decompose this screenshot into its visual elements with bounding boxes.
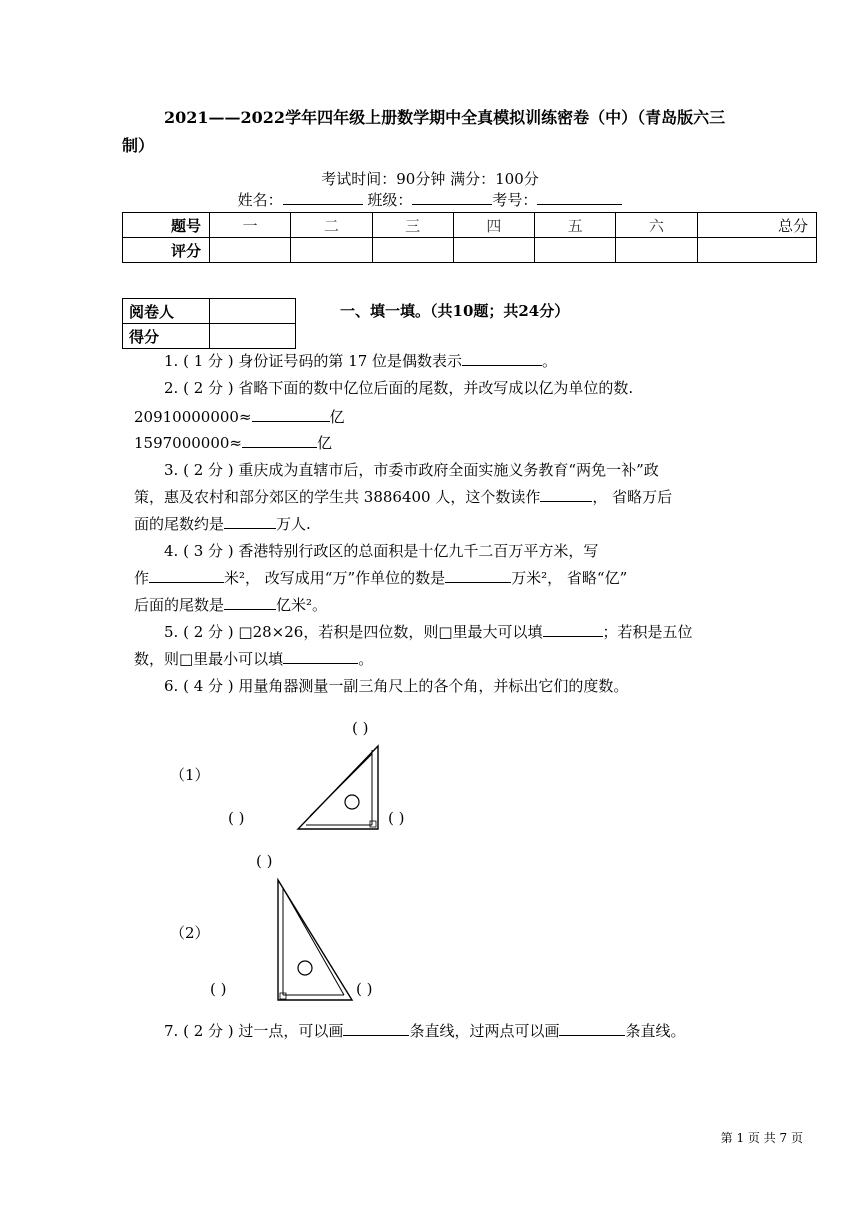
- q2-unit-2: 亿: [317, 434, 333, 452]
- q7-blank-2[interactable]: [559, 1020, 625, 1036]
- q1-end: 。: [542, 352, 558, 370]
- q5-blank-1[interactable]: [543, 621, 603, 637]
- q7-text3: 条直线。: [625, 1022, 686, 1040]
- score-cell-3[interactable]: [372, 238, 453, 263]
- q7-text1: 过一点，可以画: [238, 1022, 344, 1040]
- grader-table: [122, 298, 296, 349]
- score-cell-6[interactable]: [616, 238, 697, 263]
- q4-text3a: 后面的尾数是: [134, 596, 225, 614]
- document-title: 2021——2022学年四年级上册数学期中全真模拟训练密卷（中）（青岛版六三制）: [122, 108, 726, 155]
- page-footer: 第 1 页 共 7 页: [720, 1131, 803, 1145]
- q7-prefix: 7. ( 2 分 ): [164, 1022, 234, 1040]
- q4-text2a: 作: [134, 569, 150, 587]
- q4-blank-1[interactable]: [149, 567, 224, 583]
- name-label: 姓名：: [237, 191, 283, 209]
- q3-line-3: [134, 511, 311, 537]
- q4-line-2: [134, 565, 627, 591]
- q4-blank-2[interactable]: [445, 567, 511, 583]
- q3-prefix: 3. ( 2 分 ): [164, 461, 234, 479]
- q2-unit-1: 亿: [329, 408, 345, 426]
- grader-score-cell[interactable]: [210, 324, 296, 349]
- fig2-top-answer[interactable]: ( ): [256, 852, 273, 870]
- section-title: 一、填一填。（共10题；共24分）: [340, 302, 570, 320]
- question-7: [164, 1018, 685, 1044]
- class-blank[interactable]: [412, 189, 492, 205]
- q4-text2b: 米²， 改写成用“万”作单位的数是: [224, 569, 446, 587]
- question-4: [164, 538, 598, 564]
- q2-line-2: [134, 430, 332, 456]
- number-blank[interactable]: [537, 189, 622, 205]
- q3-text3b: 万人.: [276, 515, 311, 533]
- q2-blank-2[interactable]: [242, 432, 317, 448]
- fig1-right-answer[interactable]: ( ): [388, 809, 405, 827]
- q1-blank[interactable]: [462, 350, 542, 366]
- fig1-top-answer[interactable]: ( ): [352, 719, 369, 737]
- q3-blank-1[interactable]: [540, 486, 592, 502]
- q3-text2a: 策，惠及农村和部分郊区的学生共 3886400 人，这个数读作: [134, 488, 541, 506]
- q4-blank-3[interactable]: [224, 594, 276, 610]
- fig2-right-answer[interactable]: ( ): [356, 980, 373, 998]
- q5-text1a: □28×26，若积是四位数，则□里最大可以填: [238, 623, 543, 641]
- q3-line-2: [134, 484, 672, 510]
- triangle-ruler-2: [270, 876, 360, 1004]
- column-5: 五: [535, 213, 616, 238]
- q5-prefix: 5. ( 2 分 ): [164, 623, 234, 641]
- question-3: [164, 457, 659, 483]
- question-number-label: 题号: [123, 213, 210, 238]
- student-info: [0, 189, 860, 210]
- q4-prefix: 4. ( 3 分 ): [164, 542, 234, 560]
- exam-info: 考试时间：90分钟 满分：100分: [321, 170, 539, 188]
- grader-score-label: 得分: [123, 324, 210, 349]
- q1-text: 身份证号码的第 17 位是偶数表示: [238, 352, 463, 370]
- score-cell-2[interactable]: [291, 238, 372, 263]
- q3-text1: 重庆成为直辖市后，市委市政府全面实施义务教育“两免一补”政: [238, 461, 659, 479]
- class-label: 班级：: [367, 191, 413, 209]
- column-4: 四: [453, 213, 534, 238]
- q4-text2c: 万米²， 省略“亿”: [511, 569, 628, 587]
- score-cell-total[interactable]: [697, 238, 816, 263]
- fig2-left-answer[interactable]: ( ): [210, 980, 227, 998]
- q5-line-2: [134, 646, 373, 672]
- figure-1-label: （1）: [170, 766, 210, 784]
- q3-text2b: ， 省略万后: [592, 488, 673, 506]
- q7-blank-1[interactable]: [343, 1020, 409, 1036]
- q2-text: 省略下面的数中亿位后面的尾数，并改写成以亿为单位的数.: [238, 379, 634, 397]
- column-1: 一: [210, 213, 291, 238]
- question-5: [164, 619, 693, 645]
- q1-prefix: 1. ( 1 分 ): [164, 352, 234, 370]
- question-1: [164, 348, 557, 374]
- q5-blank-2[interactable]: [283, 648, 358, 664]
- q2-blank-1[interactable]: [252, 406, 330, 422]
- score-cell-4[interactable]: [453, 238, 534, 263]
- q2-prefix: 2. ( 2 分 ): [164, 379, 234, 397]
- reviewer-cell[interactable]: [210, 299, 296, 324]
- reviewer-label: 阅卷人: [123, 299, 210, 324]
- q7-text2: 条直线，过两点可以画: [409, 1022, 560, 1040]
- q6-prefix: 6. ( 4 分 ): [164, 677, 234, 695]
- column-2: 二: [291, 213, 372, 238]
- question-2: [164, 375, 633, 401]
- q3-blank-2[interactable]: [224, 513, 276, 529]
- score-label: 评分: [123, 238, 210, 263]
- score-cell-5[interactable]: [535, 238, 616, 263]
- number-label: 考号：: [492, 191, 538, 209]
- q4-line-3: [134, 592, 327, 618]
- q5-text2a: 数，则□里最小可以填: [134, 650, 284, 668]
- q3-text3a: 面的尾数约是: [134, 515, 225, 533]
- q2-line1-text: 20910000000≈: [134, 408, 252, 426]
- q5-text2b: 。: [358, 650, 374, 668]
- triangle-ruler-1: [290, 742, 390, 834]
- column-3: 三: [372, 213, 453, 238]
- name-blank[interactable]: [283, 189, 363, 205]
- score-table-header-row: [123, 213, 817, 238]
- column-6: 六: [616, 213, 697, 238]
- score-cell-1[interactable]: [210, 238, 291, 263]
- fig1-left-answer[interactable]: ( ): [228, 809, 245, 827]
- q5-text1b: ；若积是五位: [602, 623, 693, 641]
- score-table: [122, 212, 817, 263]
- column-total: 总分: [697, 213, 816, 238]
- score-table-score-row: [123, 238, 817, 263]
- q4-text1: 香港特别行政区的总面积是十亿九千二百万平方米，写: [238, 542, 599, 560]
- figure-2-label: （2）: [170, 924, 210, 942]
- q4-text3b: 亿米²。: [276, 596, 328, 614]
- question-6: [164, 673, 628, 699]
- q2-line-1: [134, 404, 345, 430]
- q6-text: 用量角器测量一副三角尺上的各个角，并标出它们的度数。: [238, 677, 629, 695]
- q2-line2-text: 1597000000≈: [134, 434, 243, 452]
